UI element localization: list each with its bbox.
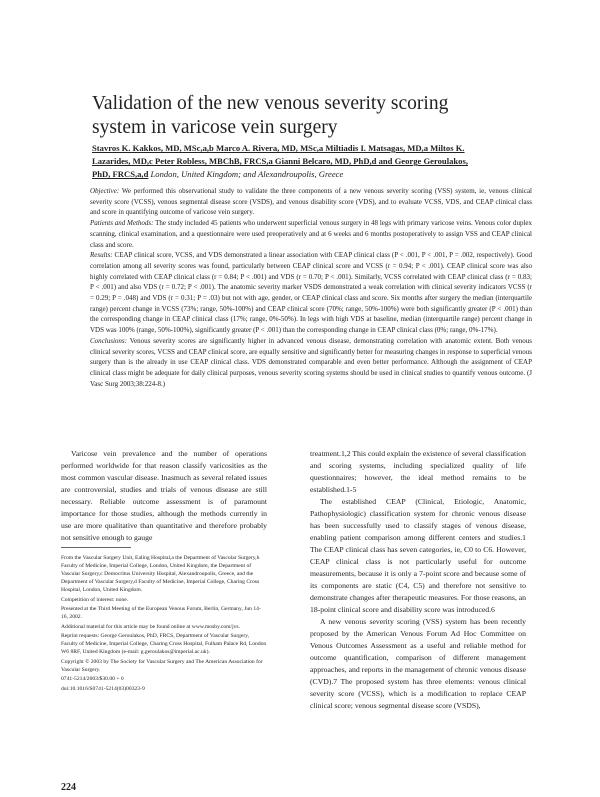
- footnote-competition: Competition of interest: none.: [61, 596, 129, 603]
- abstract-results-heading: Results:: [90, 251, 113, 260]
- footnote-copyright: Copyright © 2003 by The Society for Vascular Surgery and The American Association for Vascular Surgery.: [61, 658, 263, 673]
- body-left-column: [61, 448, 267, 544]
- footnote-presented: Presented at the Third Meeting of the European Venous Forum, Berlin, Germany, Jun 14-16, 2002.: [61, 606, 261, 620]
- body-right-paragraph-2: The established CEAP (Clinical, Etiologic, Anatomic, Pathophysiologic) classification system for chronic venous disease has been successfully used to classify stages of venous disease, enabling patient comparison among different centers and studies.1 The CEAP clinical class has seven categories, ie, C0 to C6. However, CEAP clinical class is not particularly useful for outcome measurements, because it is only a 7-point score and because some of its components are static (C4, C5) and therefore not sensitive to demonstrate changes after therapeutic measures. For those reasons, an 18-point clinical score and disability score was introduced.6: [310, 497, 526, 614]
- authors-line-2[interactable]: Lazarides, MD,c Peter Robless, MBChB, FRCS,a Gianni Belcaro, MD, PhD,d and George Geroulakos,: [92, 156, 468, 167]
- author-location: London, United Kingdom; and Alexandroupolis, Greece: [150, 169, 344, 180]
- footnote-divider: [61, 547, 131, 548]
- footnote-affiliations: From the Vascular Surgery Unit, Ealing Hospital,a the Department of Vascular Surgery,b Faculty of Medicine, Imperial College, London, United Kingdom, the Department of Vascular Surgery,c Democritus University Hospital, Alexandroupolis, Greece, and the Department of Vascular Surgery,d Faculty of Medicine, Imperial College, Charing Cross Hospital, London, United Kingdom.: [61, 555, 260, 593]
- body-right-paragraph-1: treatment.1,2 This could explain the existence of several classification and scoring systems, including specialized quality of life questionnaires; however, the ideal method remains to be established.1-5: [310, 449, 526, 494]
- abstract-methods: [90, 218, 532, 250]
- abstract-conclusions-heading: Conclusions:: [90, 336, 127, 345]
- abstract-conclusions-text: Venous severity scores are significantly higher in advanced venous disease, demonstrating correlation with anatomic extent. Both venous clinical severity scores, VCSS and CEAP clinical score, are equally sensitive and significantly better for measuring changes in response to superficial venous surgery than is the already in use CEAP clinical class. VDS demonstrated comparable and even better performance. Although the assignment of CEAP clinical class might be adequate for daily clinical purposes, venous severity scoring systems should be used in clinical studies to quantify venous outcome. (J Vasc Surg 2003;38:224-8.): [90, 336, 532, 388]
- footnote-additional-material: Additional material for this article may be found online at www.mosby.com/jvs.: [61, 623, 241, 630]
- body-left-paragraph: Varicose vein prevalence and the number of operations performed worldwide for that reason classify varicosities as the most common vascular disease. Inasmuch as several related issues are controversial, studies and trials of venous disease are still necessary. Reliable outcome assessment is of paramount importance for those studies, although the methods currently in use are more qualitative than quantitative and therefore probably not sensitive enough to gauge: [61, 449, 267, 542]
- title-line-2: system in varicose vein surgery: [92, 116, 338, 138]
- abstract-objective-heading: Objective:: [90, 187, 120, 195]
- body-right-paragraph-3: A new venous severity scoring (VSS) system has been recently proposed by the American Venous Forum Ad Hoc Committee on Venous Outcomes Assessment as a useful and reliable method for outcome quantification, comparison of different management approaches, and reports in the management of chronic venous disease (CVD).7 The proposed system has three elements: venous clinical severity score (VCSS), which is a modification to replace CEAP clinical score; venous segmental disease score (VSDS),: [310, 617, 526, 710]
- abstract-objective-text: We performed this observational study to validate the three components of a new venous severity scoring (VSS) system, ie, venous clinical severity score (VCSS), venous segmental disease score (VSDS), and venous disability score (VDS), and to evaluate VCSS, VDS, and CEAP clinical class and score in quantifying outcome of varicose vein surgery.: [90, 187, 532, 217]
- authors-line-3: [92, 168, 532, 181]
- abstract-objective: [90, 186, 532, 218]
- author-list: [92, 142, 532, 182]
- footnote-reprint-requests: Reprint requests: George Geroulakos, PhD, FRCS, Department of Vascular Surgery, Faculty of Medicine, Imperial College, Charing Cross Hospital, Fulham Palace Rd, London W6 8RF, United Kingdom (e-mail: g.geroulakos@imperial.ac.uk).: [61, 633, 267, 655]
- authors-line-1[interactable]: Stavros K. Kakkos, MD, MSc,a,b Marco A. Rivera, MD, MSc,a Miltiadis I. Matsagas, MD,a Miltos K.: [92, 143, 465, 153]
- footnotes: [61, 554, 267, 694]
- footnote-doi: doi:10.1016/S0741-5214(03)00323-9: [61, 685, 145, 692]
- abstract-results-text: CEAP clinical score, VCSS, and VDS demonstrated a linear association with CEAP clinical class (P < .001, P < .001, P = .002, respectively). Good correlation among all severity scores was found, particularly between CEAP clinical score and VCSS (r = 0.94; P < .001). CEAP clinical score was also highly correlated with CEAP clinical class (r = 0.84; P < .001) and VDS (r = 0.70; P < .001). Similarly, VCSS correlated with CEAP clinical class (r = 0.83; P < .001) and also VDS (r = 0.72; P < .001). The anatomic severity marker VSDS demonstrated a weak correlation with clinical severity indicators VCSS (r = 0.29; P = .048) and VDS (r = 0.31; P = .03) but not with age, gender, or CEAP clinical class and score. Six months after surgery the median (interquartile range) percent change in VCSS (73%; range, 50%-100%) and CEAP clinical score (70%; range, 50%-100%) were both significantly greater (P < .001) than the corresponding change in CEAP clinical class (17%; range, 0%-50%). In legs with high VDS at baseline, median (interquartile range) percent change in VDS was 100% (range, 50%-100%), significantly greater (P < .001) than the corresponding change in CEAP clinical class (0%; range, 0%-17%).: [90, 251, 533, 335]
- abstract-results: [90, 250, 532, 336]
- title-line-1: Validation of the new venous severity scoring: [92, 93, 449, 114]
- abstract-conclusions: [90, 336, 532, 390]
- abstract-methods-text: The study included 45 patients who underwent superficial venous surgery in 48 legs with primary varicose veins. Venous color duplex scanning, clinical examination, and a questionnaire were used preoperatively and at 6 weeks and 6 months postoperatively to assign VSS and CEAP clinical class and score.: [90, 219, 533, 249]
- footnote-issn: 0741-5214/2003/$30.00 + 0: [61, 676, 124, 682]
- article-title: [92, 92, 532, 139]
- abstract: [90, 186, 532, 389]
- authors-line-3-name[interactable]: PhD, FRCS,a,d: [92, 169, 149, 180]
- body-right-column: [310, 448, 526, 712]
- abstract-methods-heading: Patients and Methods:: [90, 219, 154, 228]
- page-number: 224: [61, 782, 76, 793]
